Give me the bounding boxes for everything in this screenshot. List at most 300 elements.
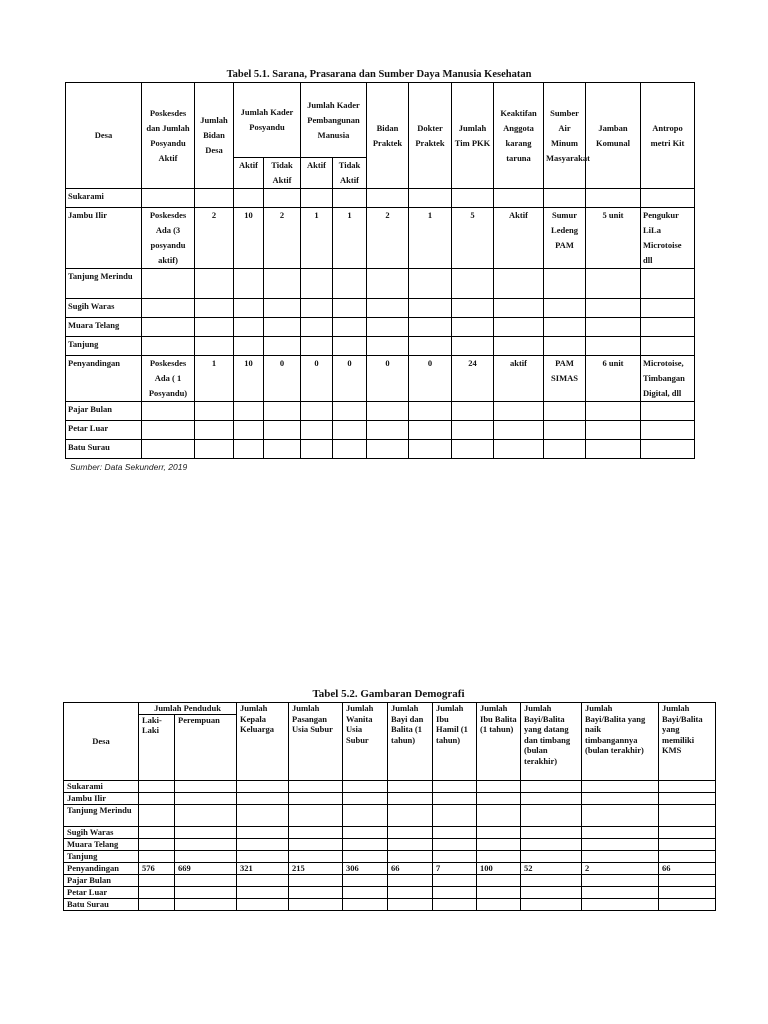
table1-cell: 0 xyxy=(301,356,333,402)
table2-cell xyxy=(582,780,659,792)
table2-cell xyxy=(237,874,289,886)
table1-cell xyxy=(452,189,494,208)
table1-cell xyxy=(367,269,409,299)
table1-cell xyxy=(409,189,452,208)
table1-cell xyxy=(494,299,544,318)
table2-row xyxy=(64,804,716,826)
table2-cell xyxy=(343,804,388,826)
table1-cell: 0 xyxy=(333,356,367,402)
table1-cell xyxy=(494,318,544,337)
table1-cell-desa: Penyandingan xyxy=(66,356,142,402)
table2-cell xyxy=(175,850,237,862)
table1-cell xyxy=(544,318,586,337)
table1-cell: Aktif xyxy=(494,208,544,269)
table1-cell: Pengukur LiLa Microtoise dll xyxy=(641,208,695,269)
table1-cell xyxy=(264,421,301,440)
table1-cell xyxy=(234,337,264,356)
table1-cell xyxy=(641,402,695,421)
table1-row xyxy=(66,269,695,299)
table2-cell xyxy=(343,850,388,862)
header-bidan-desa: Jumlah Bidan Desa xyxy=(195,83,234,189)
table2-cell xyxy=(289,874,343,886)
table2-cell xyxy=(582,898,659,910)
table1-row xyxy=(66,402,695,421)
table2-cell xyxy=(582,838,659,850)
table2-cell xyxy=(521,874,582,886)
table1-cell: 0 xyxy=(409,356,452,402)
table2-cell xyxy=(388,838,433,850)
t2-header-perempuan: Perempuan xyxy=(175,714,237,780)
table2-cell xyxy=(521,898,582,910)
table1-cell: PAM SIMAS xyxy=(544,356,586,402)
table2-row xyxy=(64,792,716,804)
table2-cell xyxy=(659,838,716,850)
table2-row xyxy=(64,838,716,850)
table2-cell xyxy=(343,898,388,910)
table1-cell: 0 xyxy=(264,356,301,402)
table1-cell xyxy=(544,440,586,459)
table2-cell xyxy=(433,826,477,838)
table1-row xyxy=(66,299,695,318)
header-kader-posyandu: Jumlah Kader Posyandu xyxy=(234,83,301,158)
table1-cell: 2 xyxy=(195,208,234,269)
table2-cell xyxy=(237,780,289,792)
table1-cell xyxy=(333,421,367,440)
table2-cell: 215 xyxy=(289,862,343,874)
table1-cell xyxy=(301,269,333,299)
table2-cell xyxy=(237,898,289,910)
table2-cell xyxy=(139,780,175,792)
table1-cell xyxy=(544,299,586,318)
table1-cell: 10 xyxy=(234,356,264,402)
table2-row xyxy=(64,874,716,886)
table2-cell xyxy=(175,874,237,886)
table2-cell xyxy=(388,826,433,838)
table1-cell xyxy=(142,421,195,440)
table2-cell: 100 xyxy=(477,862,521,874)
table2-cell xyxy=(139,850,175,862)
t2-header-datang-timbang: Jumlah Bayi/Balita yang datang dan timbang (bulan terakhir) xyxy=(521,703,582,781)
table1-cell: 1 xyxy=(301,208,333,269)
table2-cell: 321 xyxy=(237,862,289,874)
table2-cell: 66 xyxy=(659,862,716,874)
table1-cell xyxy=(641,337,695,356)
table2-cell: 2 xyxy=(582,862,659,874)
table2-cell-desa: Pajar Bulan xyxy=(64,874,139,886)
table2-cell xyxy=(175,804,237,826)
table1-cell xyxy=(544,421,586,440)
table2-cell: 66 xyxy=(388,862,433,874)
table2-cell xyxy=(477,804,521,826)
table2-cell xyxy=(237,826,289,838)
t2-header-bayi-balita: Jumlah Bayi dan Balita (1 tahun) xyxy=(388,703,433,781)
table1-cell xyxy=(301,318,333,337)
table1-cell xyxy=(409,299,452,318)
table1-cell xyxy=(409,318,452,337)
table2-cell xyxy=(343,792,388,804)
header-dokter-praktek: Dokter Praktek xyxy=(409,83,452,189)
table1-cell xyxy=(195,269,234,299)
header-pembangunan-tidak-aktif: Tidak Aktif xyxy=(333,158,367,189)
table1-cell: 10 xyxy=(234,208,264,269)
table2-cell xyxy=(289,804,343,826)
table1-cell xyxy=(641,299,695,318)
table1-cell-desa: Tanjung xyxy=(66,337,142,356)
table2-cell xyxy=(388,792,433,804)
table1-cell xyxy=(195,318,234,337)
table1-cell xyxy=(367,299,409,318)
table2-cell xyxy=(343,826,388,838)
table1-cell xyxy=(333,402,367,421)
table2-cell: 576 xyxy=(139,862,175,874)
table1-cell: Poskesdes Ada (3 posyandu aktif) xyxy=(142,208,195,269)
table1-cell xyxy=(409,440,452,459)
table2-cell-desa: Tanjung Merindu xyxy=(64,804,139,826)
header-posyandu-aktif: Aktif xyxy=(234,158,264,189)
table1-cell xyxy=(234,299,264,318)
table2-cell xyxy=(175,780,237,792)
table2-cell xyxy=(139,838,175,850)
table2-cell-desa: Penyandingan xyxy=(64,862,139,874)
table2-cell xyxy=(289,838,343,850)
table1-cell xyxy=(142,189,195,208)
table2-cell xyxy=(388,874,433,886)
table2-cell xyxy=(477,838,521,850)
table2-cell xyxy=(175,898,237,910)
table1-cell xyxy=(586,269,641,299)
t2-header-kms: Jumlah Bayi/Balita yang memiliki KMS xyxy=(659,703,716,781)
table2-cell xyxy=(237,850,289,862)
table2-cell xyxy=(582,792,659,804)
table1-cell xyxy=(142,318,195,337)
table1-cell xyxy=(494,402,544,421)
table1-cell xyxy=(301,402,333,421)
table1-cell xyxy=(367,421,409,440)
table2-cell-desa: Muara Telang xyxy=(64,838,139,850)
table1-row xyxy=(66,337,695,356)
table2-cell xyxy=(343,874,388,886)
table2-cell xyxy=(477,886,521,898)
table1-cell xyxy=(409,337,452,356)
table2-cell xyxy=(139,886,175,898)
table2-cell xyxy=(477,898,521,910)
table1-cell xyxy=(544,337,586,356)
table1-cell-desa: Petar Luar xyxy=(66,421,142,440)
header-karang-taruna: Keaktifan Anggota karang taruna xyxy=(494,83,544,189)
table1-cell xyxy=(452,421,494,440)
table1-cell: 5 unit xyxy=(586,208,641,269)
table2-cell xyxy=(237,838,289,850)
table1-cell: 1 xyxy=(409,208,452,269)
table2-cell: 7 xyxy=(433,862,477,874)
table2-cell xyxy=(433,874,477,886)
table1-cell xyxy=(641,440,695,459)
table1-cell xyxy=(195,421,234,440)
table1-cell xyxy=(264,402,301,421)
table1-cell xyxy=(333,318,367,337)
table2-cell xyxy=(433,898,477,910)
table1-cell xyxy=(301,440,333,459)
table1-cell: 0 xyxy=(367,356,409,402)
table2-cell-desa: Petar Luar xyxy=(64,886,139,898)
table2-cell-desa: Batu Surau xyxy=(64,898,139,910)
table1-cell xyxy=(234,269,264,299)
table1-cell xyxy=(234,440,264,459)
table1-cell xyxy=(333,269,367,299)
table1-cell xyxy=(586,189,641,208)
table1-cell: 6 unit xyxy=(586,356,641,402)
table2-cell xyxy=(521,780,582,792)
table2-cell xyxy=(582,804,659,826)
table1-cell xyxy=(494,337,544,356)
table1-cell-desa: Jambu Ilir xyxy=(66,208,142,269)
table2-cell xyxy=(289,850,343,862)
table1-cell xyxy=(544,402,586,421)
header-desa: Desa xyxy=(66,83,142,189)
table2-cell xyxy=(433,850,477,862)
table2-cell xyxy=(139,826,175,838)
table1-cell xyxy=(409,269,452,299)
table1-cell: 2 xyxy=(264,208,301,269)
table2-cell xyxy=(289,898,343,910)
table2-cell-desa: Sugih Waras xyxy=(64,826,139,838)
table1-cell xyxy=(367,337,409,356)
t2-header-pasangan-usia-subur: Jumlah Pasangan Usia Subur xyxy=(289,703,343,781)
table1-cell xyxy=(301,299,333,318)
table1-cell xyxy=(367,318,409,337)
table1-cell xyxy=(409,402,452,421)
header-jamban: Jamban Komunal xyxy=(586,83,641,189)
table1-cell xyxy=(452,440,494,459)
table2-cell xyxy=(477,850,521,862)
table2-cell xyxy=(521,826,582,838)
table1-cell xyxy=(367,402,409,421)
table1-cell: 2 xyxy=(367,208,409,269)
table2-cell xyxy=(433,838,477,850)
table1-cell xyxy=(367,440,409,459)
table1-cell xyxy=(586,299,641,318)
table1-cell xyxy=(494,189,544,208)
table1-cell xyxy=(264,440,301,459)
table2-cell xyxy=(289,792,343,804)
table1-cell: 1 xyxy=(195,356,234,402)
table1-row xyxy=(66,208,695,269)
table2-cell xyxy=(139,898,175,910)
table2-cell xyxy=(139,804,175,826)
table2-cell xyxy=(433,804,477,826)
t2-header-naik-timbang: Jumlah Bayi/Balita yang naik timbangannya (bulan terakhir) xyxy=(582,703,659,781)
table1-cell xyxy=(264,318,301,337)
table2-cell xyxy=(521,886,582,898)
table2-cell xyxy=(582,850,659,862)
table1-cell xyxy=(195,440,234,459)
table1-cell: aktif xyxy=(494,356,544,402)
table2-cell: 306 xyxy=(343,862,388,874)
table2-cell xyxy=(659,804,716,826)
table1-cell xyxy=(301,421,333,440)
table2-cell-desa: Sukarami xyxy=(64,780,139,792)
table1-cell: Sumur Ledeng PAM xyxy=(544,208,586,269)
table2-cell xyxy=(289,826,343,838)
table2-cell xyxy=(582,886,659,898)
table2-cell xyxy=(433,886,477,898)
table1-cell xyxy=(264,299,301,318)
table2-cell xyxy=(582,826,659,838)
table1-cell xyxy=(142,440,195,459)
table2-cell xyxy=(521,804,582,826)
table1-cell xyxy=(234,421,264,440)
table1-cell xyxy=(452,337,494,356)
table1-cell xyxy=(195,189,234,208)
table2-row xyxy=(64,826,716,838)
table1-cell xyxy=(586,337,641,356)
table2-cell-desa: Jambu Ilir xyxy=(64,792,139,804)
table2-cell xyxy=(388,850,433,862)
table1-cell xyxy=(195,299,234,318)
table1-cell xyxy=(544,269,586,299)
table2-cell xyxy=(659,826,716,838)
table2-cell xyxy=(659,780,716,792)
table1-cell xyxy=(142,299,195,318)
table2-title: Tabel 5.2. Gambaran Demografi xyxy=(312,688,465,700)
table1-cell xyxy=(452,299,494,318)
table2-cell xyxy=(521,838,582,850)
table2-cell xyxy=(477,826,521,838)
table1-row xyxy=(66,421,695,440)
table1-cell xyxy=(641,189,695,208)
table1-cell xyxy=(264,337,301,356)
table1-cell xyxy=(264,189,301,208)
table1-cell xyxy=(452,318,494,337)
table2-cell xyxy=(175,792,237,804)
header-antropometri: Antropo metri Kit xyxy=(641,83,695,189)
table2-cell: 669 xyxy=(175,862,237,874)
table1-row xyxy=(66,356,695,402)
table1-cell xyxy=(586,318,641,337)
t2-header-laki-laki: Laki-Laki xyxy=(139,714,175,780)
table1-cell-desa: Pajar Bulan xyxy=(66,402,142,421)
table1-cell xyxy=(544,189,586,208)
table1-source: Sumber: Data Sekunderr, 2019 xyxy=(70,462,188,472)
table2-cell xyxy=(659,792,716,804)
table2-cell-desa: Tanjung xyxy=(64,850,139,862)
table1-cell-desa: Sukarami xyxy=(66,189,142,208)
table1-cell xyxy=(641,421,695,440)
t2-header-desa: Desa xyxy=(64,703,139,781)
table1-cell xyxy=(586,421,641,440)
table1-cell xyxy=(264,269,301,299)
t2-header-kepala-keluarga: Jumlah Kepala Keluarga xyxy=(237,703,289,781)
table1-cell xyxy=(333,337,367,356)
table1-cell-desa: Tanjung Merindu xyxy=(66,269,142,299)
table2-cell xyxy=(237,886,289,898)
table2-cell xyxy=(388,898,433,910)
table2-cell xyxy=(521,850,582,862)
header-pembangunan-aktif: Aktif xyxy=(301,158,333,189)
table2-cell xyxy=(289,780,343,792)
table2-row xyxy=(64,850,716,862)
table1-cell xyxy=(301,337,333,356)
t2-header-ibu-balita: Jumlah Ibu Balita (1 tahun) xyxy=(477,703,521,781)
table1-cell xyxy=(234,318,264,337)
table2-cell xyxy=(175,886,237,898)
table2-cell xyxy=(175,826,237,838)
table2-cell xyxy=(477,780,521,792)
table1-cell xyxy=(333,189,367,208)
table2-cell xyxy=(659,850,716,862)
table2-demografi xyxy=(63,702,716,911)
table1-sarana-prasarana xyxy=(65,82,695,459)
table2-row xyxy=(64,780,716,792)
table2-cell xyxy=(388,886,433,898)
table2-cell xyxy=(659,886,716,898)
table1-cell xyxy=(586,440,641,459)
t2-header-ibu-hamil: Jumlah Ibu Hamil (1 tahun) xyxy=(433,703,477,781)
table2-cell xyxy=(521,792,582,804)
table1-cell xyxy=(142,337,195,356)
table1-cell xyxy=(494,421,544,440)
table2-cell xyxy=(175,838,237,850)
table1-cell-desa: Sugih Waras xyxy=(66,299,142,318)
header-bidan-praktek: Bidan Praktek xyxy=(367,83,409,189)
table2-cell xyxy=(477,874,521,886)
table2-row xyxy=(64,862,716,874)
table2-cell xyxy=(477,792,521,804)
table1-row xyxy=(66,189,695,208)
table2-cell xyxy=(139,874,175,886)
header-sumber-air: Sumber Air Minum Masyarakat xyxy=(544,83,586,189)
table2-cell xyxy=(433,780,477,792)
table1-cell xyxy=(494,440,544,459)
table1-cell xyxy=(409,421,452,440)
table2-cell xyxy=(139,792,175,804)
table1-cell xyxy=(195,402,234,421)
table1-cell xyxy=(195,337,234,356)
table2-cell: 52 xyxy=(521,862,582,874)
table1-cell xyxy=(367,189,409,208)
table1-cell xyxy=(452,269,494,299)
table1-cell-desa: Muara Telang xyxy=(66,318,142,337)
table1-cell xyxy=(234,189,264,208)
table1-cell: 24 xyxy=(452,356,494,402)
header-poskesdes: Poskesdes dan Jumlah Posyandu Aktif xyxy=(142,83,195,189)
table1-cell: 1 xyxy=(333,208,367,269)
table1-cell: Microtoise, Timbangan Digital, dll xyxy=(641,356,695,402)
table2-cell xyxy=(343,838,388,850)
table1-cell xyxy=(333,299,367,318)
table1-cell xyxy=(142,402,195,421)
table2-cell xyxy=(343,780,388,792)
table1-cell xyxy=(452,402,494,421)
table2-cell xyxy=(582,874,659,886)
table2-cell xyxy=(433,792,477,804)
table1-cell xyxy=(494,269,544,299)
table1-title: Tabel 5.1. Sarana, Prasarana dan Sumber Daya Manusia Kesehatan xyxy=(226,69,532,80)
t2-header-wanita-usia-subur: Jumlah Wanita Usia Subur xyxy=(343,703,388,781)
table1-cell xyxy=(301,189,333,208)
header-posyandu-tidak-aktif: Tidak Aktif xyxy=(264,158,301,189)
table1-cell xyxy=(333,440,367,459)
table2-row xyxy=(64,898,716,910)
table2-cell xyxy=(237,804,289,826)
table2-cell xyxy=(289,886,343,898)
header-kader-pembangunan: Jumlah Kader Pembangunan Manusia xyxy=(301,83,367,158)
table1-cell-desa: Batu Surau xyxy=(66,440,142,459)
table2-cell xyxy=(237,792,289,804)
table1-row xyxy=(66,318,695,337)
table1-row xyxy=(66,440,695,459)
t2-header-jumlah-penduduk: Jumlah Penduduk xyxy=(139,703,237,715)
